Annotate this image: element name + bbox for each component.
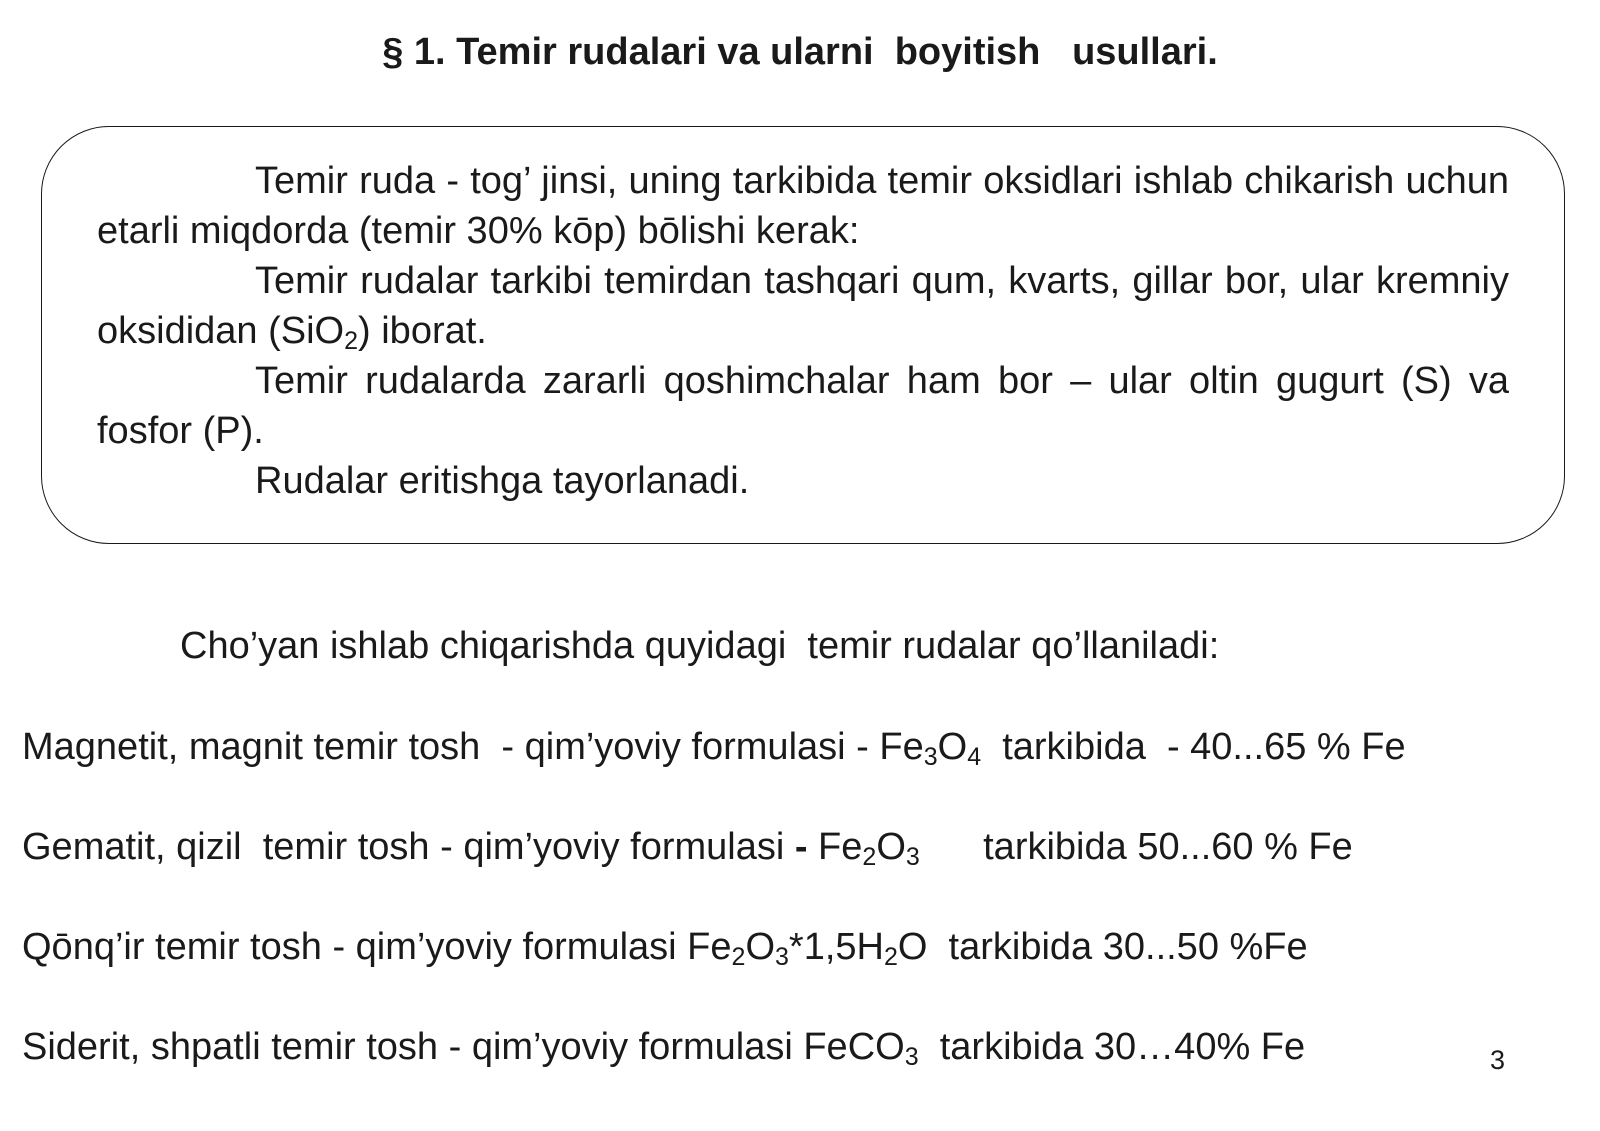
definition-paragraph: Temir ruda - tog’ jinsi, uning tarkibida temir oksidlari ishlab chikarish uchun etarli miqdorda (temir 30% kōp) bōlishi kerak:	[97, 160, 1509, 252]
page-title: § 1. Temir rudalari va ularni boyitish usullari.	[382, 31, 1218, 73]
ores-intro: Cho’yan ishlab chiqarishda quyidagi temir rudalar qo’llaniladi:	[180, 625, 1220, 667]
impurities-paragraph: Temir rudalarda zararli qoshimchalar ham bor – ular oltin gugurt (S) va fosfor (P).	[97, 360, 1509, 452]
ore-magnetite: Magnetit, magnit temir tosh - qim’yoviy formulasi - $Fe_3O_4$ tarkibida - 40...65 % Fe	[22, 726, 1406, 771]
definition-text	[97, 156, 1509, 506]
preparation-paragraph: Rudalar eritishga tayorlanadi.	[255, 460, 750, 502]
page-number: 3	[1490, 1045, 1506, 1075]
ore-siderite: Siderit, shpatli temir tosh - qim’yoviy formulasi FeCO$_3$ tarkibida 30…40% Fe	[22, 1026, 1306, 1071]
ore-hematite: Gematit, qizil temir tosh - qim’yoviy formulasi - $Fe_2O_3$ tarkibida 50...60 % Fe	[22, 826, 1353, 871]
composition-paragraph: Temir rudalar tarkibi temirdan tashqari qum, kvarts, gillar bor, ular kremniy oksididan (SiO$_2$) iborat.	[97, 260, 1509, 355]
ore-limonite: Qōnq’ir temir tosh - qim’yoviy formulasi $Fe_2O_3*1,5H_2O$ tarkibida 30...50 %Fe	[22, 926, 1308, 971]
